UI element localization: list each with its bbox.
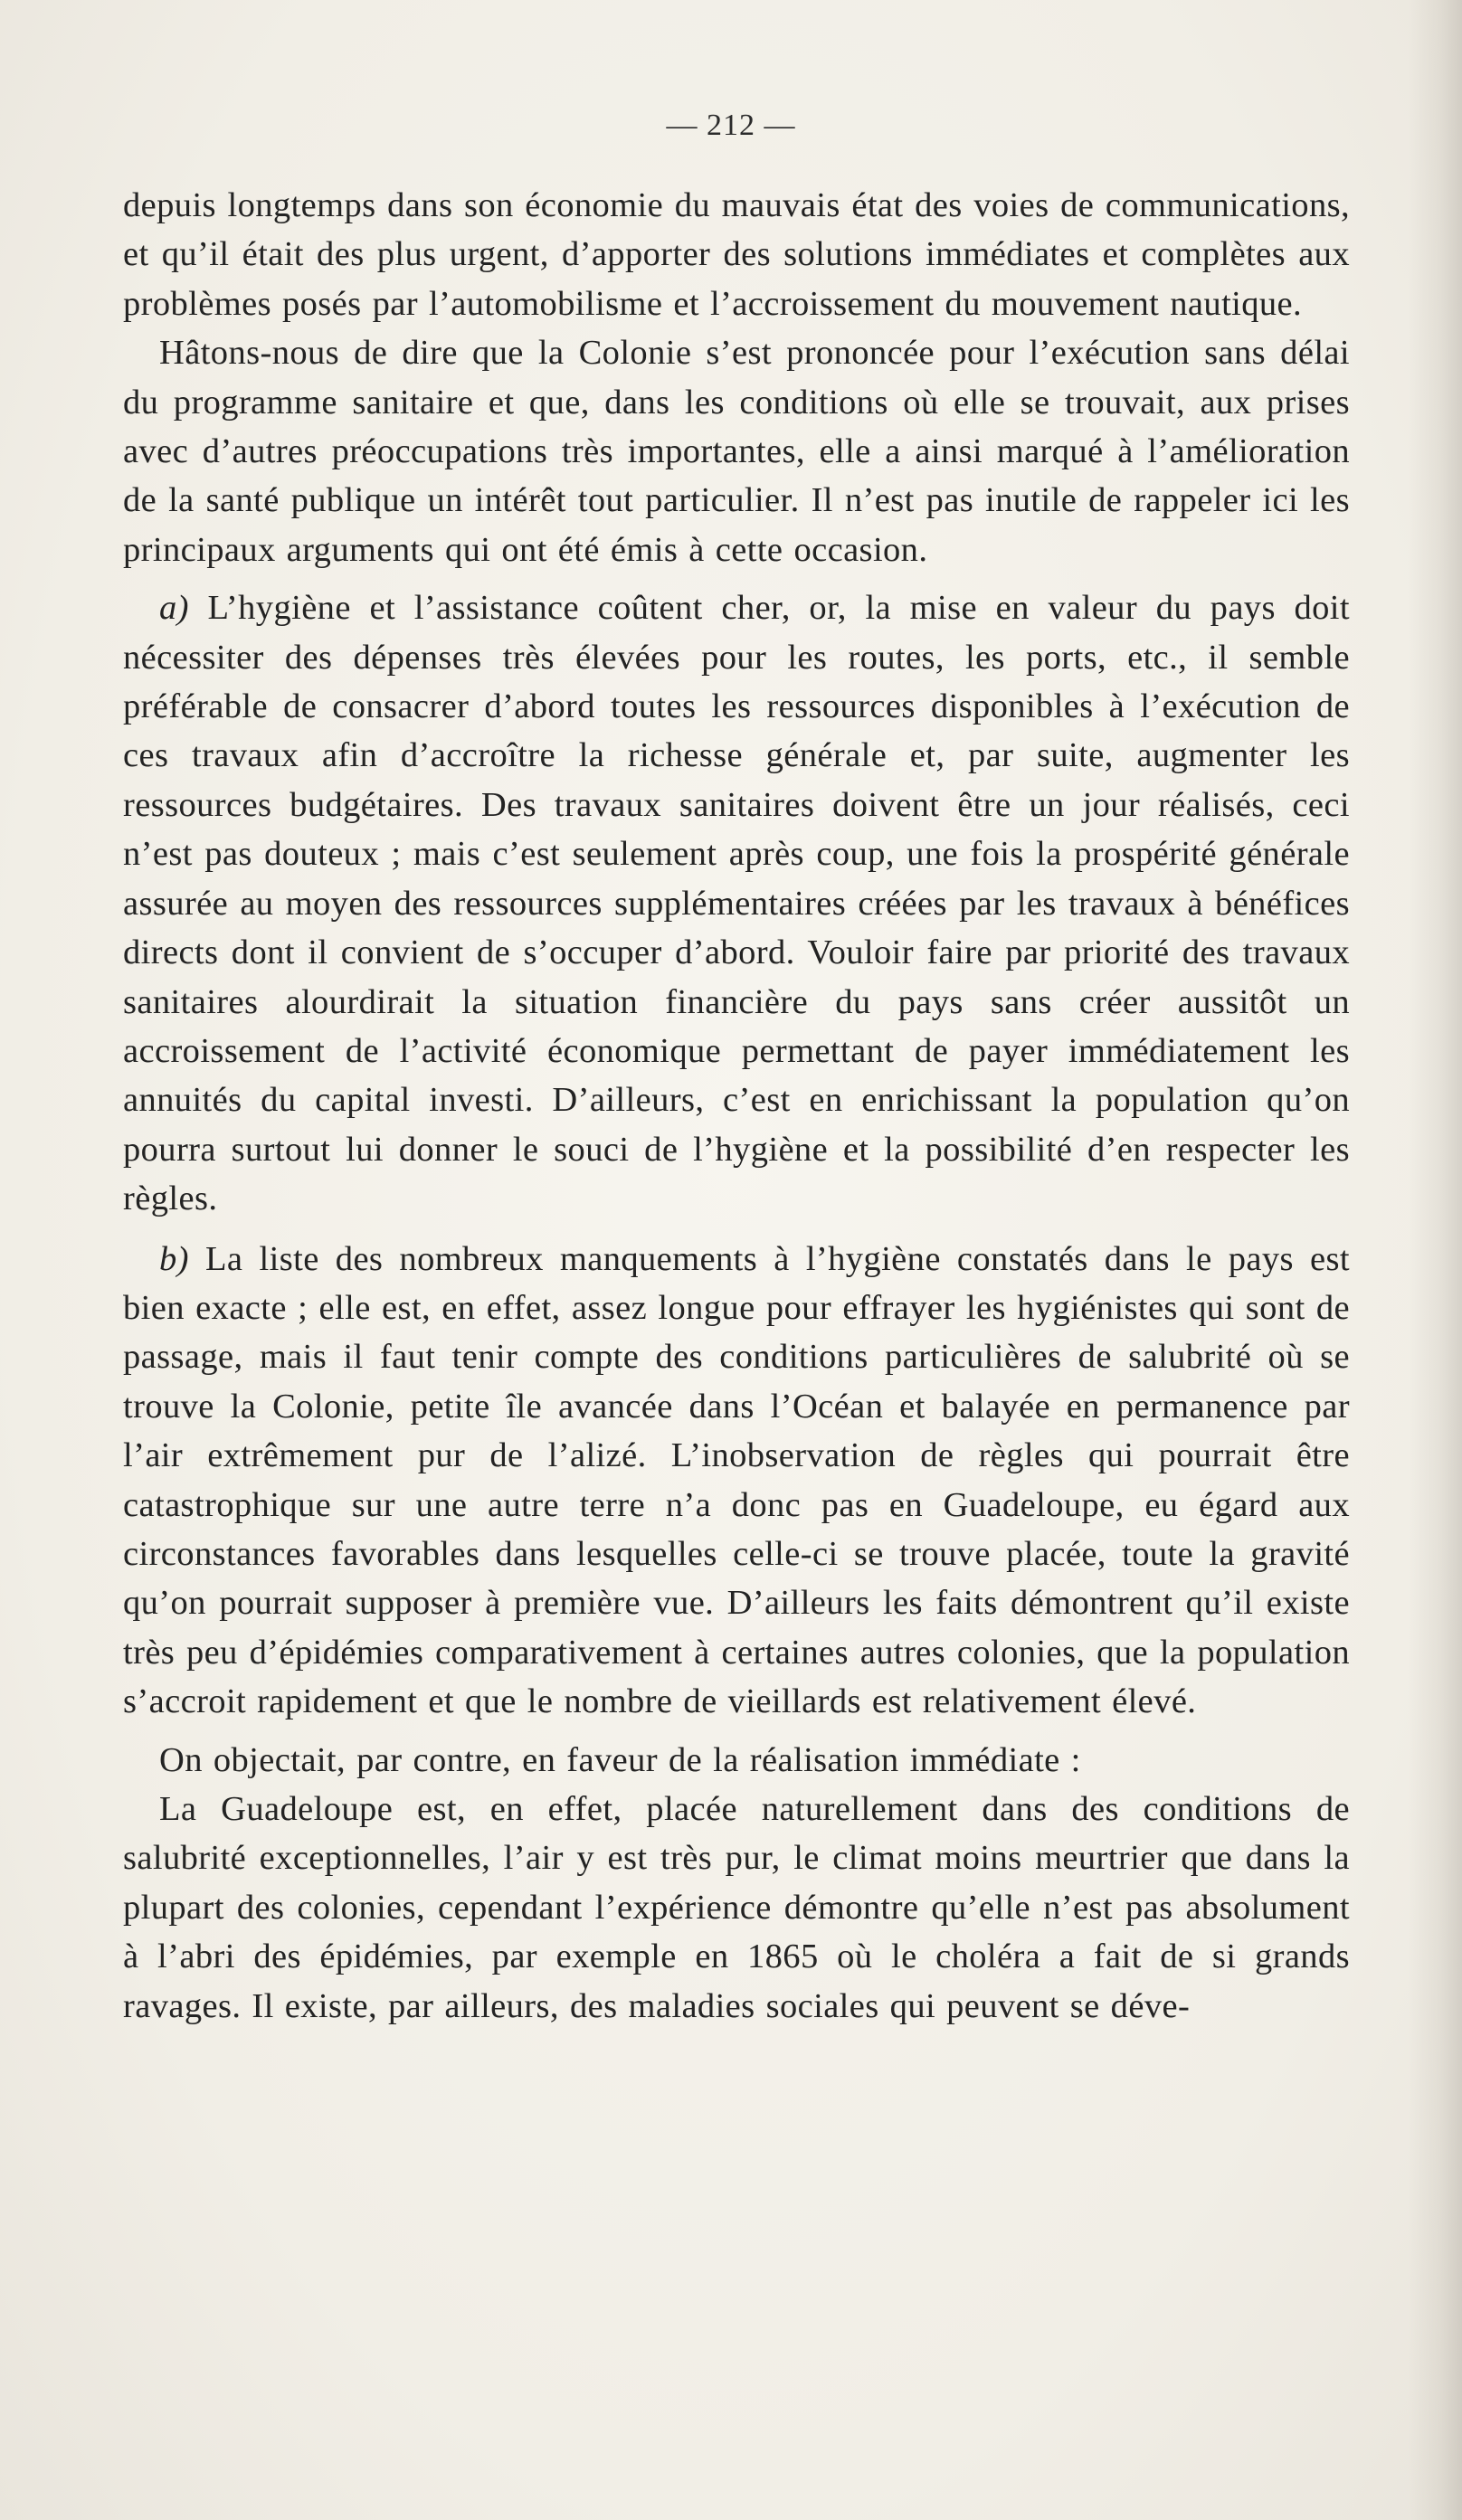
body-text [123,181,1350,2031]
paragraph-text: On objectait, par contre, en faveur de la réalisation immédiate : [159,1740,1081,1779]
paragraph-colony-decision [123,328,1350,574]
list-marker: a) [159,589,189,628]
list-marker: b) [159,1239,189,1278]
paragraph-objection-intro [123,1736,1350,1785]
paragraph-text: La liste des nombreux manquements à l’hygiène constatés dans le pays est bien exacte ; elle est, en effet, assez longue pour effrayer les hygiénistes qui sont de passage, mais il faut tenir compte des conditions particulières de salubrité où se trouve la Colonie, petite île avancée dans l’Océan et balayée en permanence par l’air extrêmement pur de l’alizé. L’inobservation de règles qui pourrait être catastrophique sur une autre terre n’a donc pas en Guadeloupe, eu égard aux circonstances favorables dans lesquelles celle-ci se trouve placée, toute la gravité qu’on pourrait supposer à première vue. D’ailleurs les faits démontrent qu’il existe très peu d’épidémies comparativement à certaines autres colonies, que la population s’accroit rapidement et que le nombre de vieillards est relativement élevé. [123,1239,1351,1721]
page-edge-shadow [1408,0,1462,2520]
paragraph-objection-text [123,1785,1350,2031]
paragraph-text: L’hygiène et l’assistance coûtent cher, or, la mise en valeur du pays doit nécessiter des dépenses très élevées pour les routes, les ports, etc., il semble préférable de consacrer d’abord toutes les ressources disponibles à l’exécution de ces travaux afin d’accroître la richesse générale et, par suite, augmenter les ressources budgétaires. Des travaux sanitaires doivent être un jour réalisés, ceci n’est pas douteux ; mais c’est seulement après coup, une fois la prospérité générale assurée au moyen des ressources supplémentaires créées par les travaux à bénéfices directs dont il convient de s’occuper d’abord. Vouloir faire par priorité des travaux sanitaires alourdirait la situation financière du pays sans créer aussitôt un accroissement de l’activité économique permettant de payer immédiatement les annuités du capital investi. D’ailleurs, c’est en enrichissant la population qu’on pourra surtout lui donner le souci de l’hygiène et la possibilité d’en respecter les règles. [123,589,1350,1218]
page-number: — 212 — [666,109,796,142]
paragraph-text: La Guadeloupe est, en effet, placée naturellement dans des conditions de salubrité exceptionnelles, l’air y est très pur, le climat moins meurtrier que dans la plupart des colonies, cependant l’expérience démontre qu’elle n’est pas absolument à l’abri des épidémies, par exemple en 1865 où le choléra a fait de si grands ravages. Il existe, par ailleurs, des maladies sociales qui peuvent se déve- [123,1790,1350,2025]
paragraph-continuation [123,181,1350,328]
paragraph-argument-a [123,583,1350,1223]
paragraph-text: depuis longtemps dans son économie du mauvais état des voies de communications, et qu’il était des plus urgent, d’apporter des solutions immédiates et complètes aux problèmes posés par l’automobilisme et l’accroissement du mouvement nautique. [123,186,1350,323]
paragraph-text: Hâtons-nous de dire que la Colonie s’est prononcée pour l’exécution sans délai du programme sanitaire et que, dans les conditions où elle se trouvait, aux prises avec d’autres préoccupations très importantes, elle a ainsi marqué à l’amélioration de la santé publique un intérêt tout particulier. Il n’est pas inutile de rappeler ici les principaux arguments qui ont été émis à cette occasion. [123,334,1350,569]
paragraph-argument-b [123,1235,1350,1727]
